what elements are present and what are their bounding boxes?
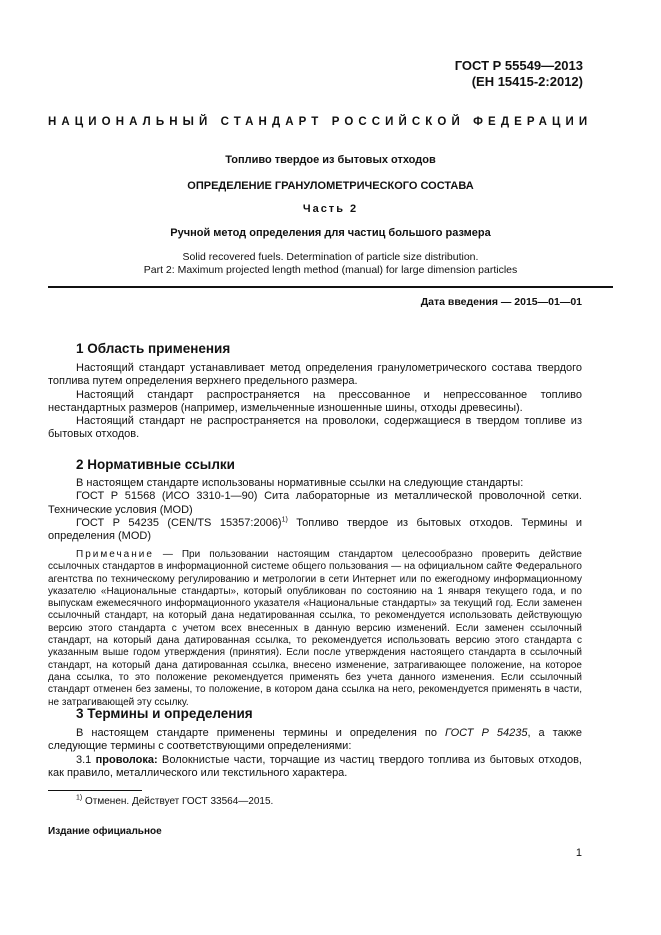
document-identifier bbox=[455, 58, 583, 90]
section-3-text-a: В настоящем стандарте применены термины и определения по bbox=[76, 727, 445, 739]
footnote-mark: 1) bbox=[76, 794, 83, 802]
section-1-heading: 1 Область применения bbox=[76, 341, 231, 356]
section-2-paragraph-3 bbox=[48, 517, 582, 544]
english-title bbox=[48, 251, 613, 277]
section-3-heading: 3 Термины и определения bbox=[76, 706, 253, 721]
section-1-paragraph-2: Настоящий стандарт распространяется на прессованное и непрессованное топливо нестандартных размеров (например, измельченные изношенные шины, отходы древесины). bbox=[48, 388, 582, 414]
page-number: 1 bbox=[575, 847, 582, 859]
gost-reference-title: Топливо твердое из бытовых отходов. Термины и определения (MOD) bbox=[48, 516, 583, 543]
section-3-text-b: , а также следующие термины с соответствующими определениями: bbox=[48, 727, 582, 753]
en-number: (ЕН 15415-2:2012) bbox=[471, 74, 583, 89]
note-block bbox=[48, 549, 582, 709]
footnote bbox=[76, 796, 273, 807]
section-2-paragraph-2: ГОСТ Р 51568 (ИСО 3310-1—90) Сита лабораторные из металлической проволочной сетки. Технические условия (MOD) bbox=[48, 490, 582, 516]
note-paragraph bbox=[48, 549, 582, 709]
section-1-body bbox=[48, 362, 582, 442]
title-divider bbox=[48, 286, 613, 288]
title-part: Часть 2 bbox=[302, 203, 359, 215]
footnote-divider bbox=[48, 790, 142, 791]
gost-reference: ГОСТ Р 54235 (CEN/TS 15357:2006) bbox=[76, 516, 282, 529]
term-wire: проволока: bbox=[95, 753, 158, 766]
section-1-paragraph-1: Настоящий стандарт устанавливает метод определения гранулометрического состава твердого топлива путем определения верхнего предельного размера. bbox=[48, 362, 582, 388]
title-line-1: Топливо твердое из бытовых отходов bbox=[225, 154, 436, 166]
section-2-paragraph-1: В настоящем стандарте использованы нормативные ссылки на следующие стандарты: bbox=[76, 477, 524, 489]
section-1-paragraph-3: Настоящий стандарт не распространяется на проволоки, содержащиеся в твердом топливе из бытовых отходов. bbox=[48, 415, 582, 441]
footnote-marker: 1) bbox=[281, 516, 288, 524]
gost-reference-italic: ГОСТ Р 54235 bbox=[444, 727, 528, 739]
section-2-body bbox=[48, 477, 582, 543]
national-standard-heading: НАЦИОНАЛЬНЫЙ СТАНДАРТ РОССИЙСКОЙ ФЕДЕРАЦИИ bbox=[48, 116, 593, 128]
section-3-paragraph-2 bbox=[48, 754, 582, 781]
section-3-body bbox=[48, 727, 582, 780]
title-line-4: Ручной метод определения для частиц большого размера bbox=[170, 227, 491, 239]
english-title-line-2: Part 2: Maximum projected length method (manual) for large dimension particles bbox=[143, 264, 518, 276]
section-2-heading: 2 Нормативные ссылки bbox=[76, 457, 235, 472]
doc-number: ГОСТ Р 55549—2013 bbox=[454, 58, 583, 73]
footnote-text: Отменен. Действует ГОСТ 33564—2015. bbox=[82, 796, 274, 807]
term-number: 3.1 bbox=[76, 753, 96, 766]
introduction-date: Дата введения — 2015—01—01 bbox=[420, 296, 582, 308]
section-3-paragraph-1 bbox=[48, 727, 582, 754]
note-text: — При пользовании настоящим стандартом целесообразно проверить действие ссылочных стандартов в информационной системе общего пользования — на официальном сайте Федерального агентства по техническому регулированию и метрологии в сети Интернет или по ежегодному информационному указателю «Национальные стандарты», который опубликован по состоянию на 1 января текущего года, и по выпускам ежемесячного информационного указателя «Национальные стандарты» за текущий год. Если заменен ссылочный стандарт, на который дана недатированная ссылка, то рекомендуется использовать действующую версию этого стандарта с учетом всех внесенных в данную версию изменений. Если заменен ссылочный стандарт, на который дана датированная ссылка, то рекомендуется использовать версию этого стандарта с указанным выше годом утверждения (принятия). Если после утверждения настоящего стандарта в ссылочный стандарт, на который дана датированная ссылка, внесено изменение, затрагивающее положение, на которое дана ссылка, то это положение рекомендуется применять без учета данного изменения. Если ссылочный стандарт отменен без замены, то положение, в котором дана ссылка на него, рекомендуется применять в части, не затрагивающей эту ссылку. bbox=[48, 549, 582, 708]
note-label: Примечание bbox=[76, 549, 154, 560]
term-definition: Волокнистые части, торчащие из частиц твердого топлива из бытовых отходов, как правило, металлического или текстильного характера. bbox=[48, 753, 582, 779]
title-line-2: ОПРЕДЕЛЕНИЕ ГРАНУЛОМЕТРИЧЕСКОГО СОСТАВА bbox=[187, 180, 474, 192]
official-edition-label: Издание официальное bbox=[48, 826, 162, 837]
english-title-line-1: Solid recovered fuels. Determination of particle size distribution. bbox=[182, 251, 479, 263]
